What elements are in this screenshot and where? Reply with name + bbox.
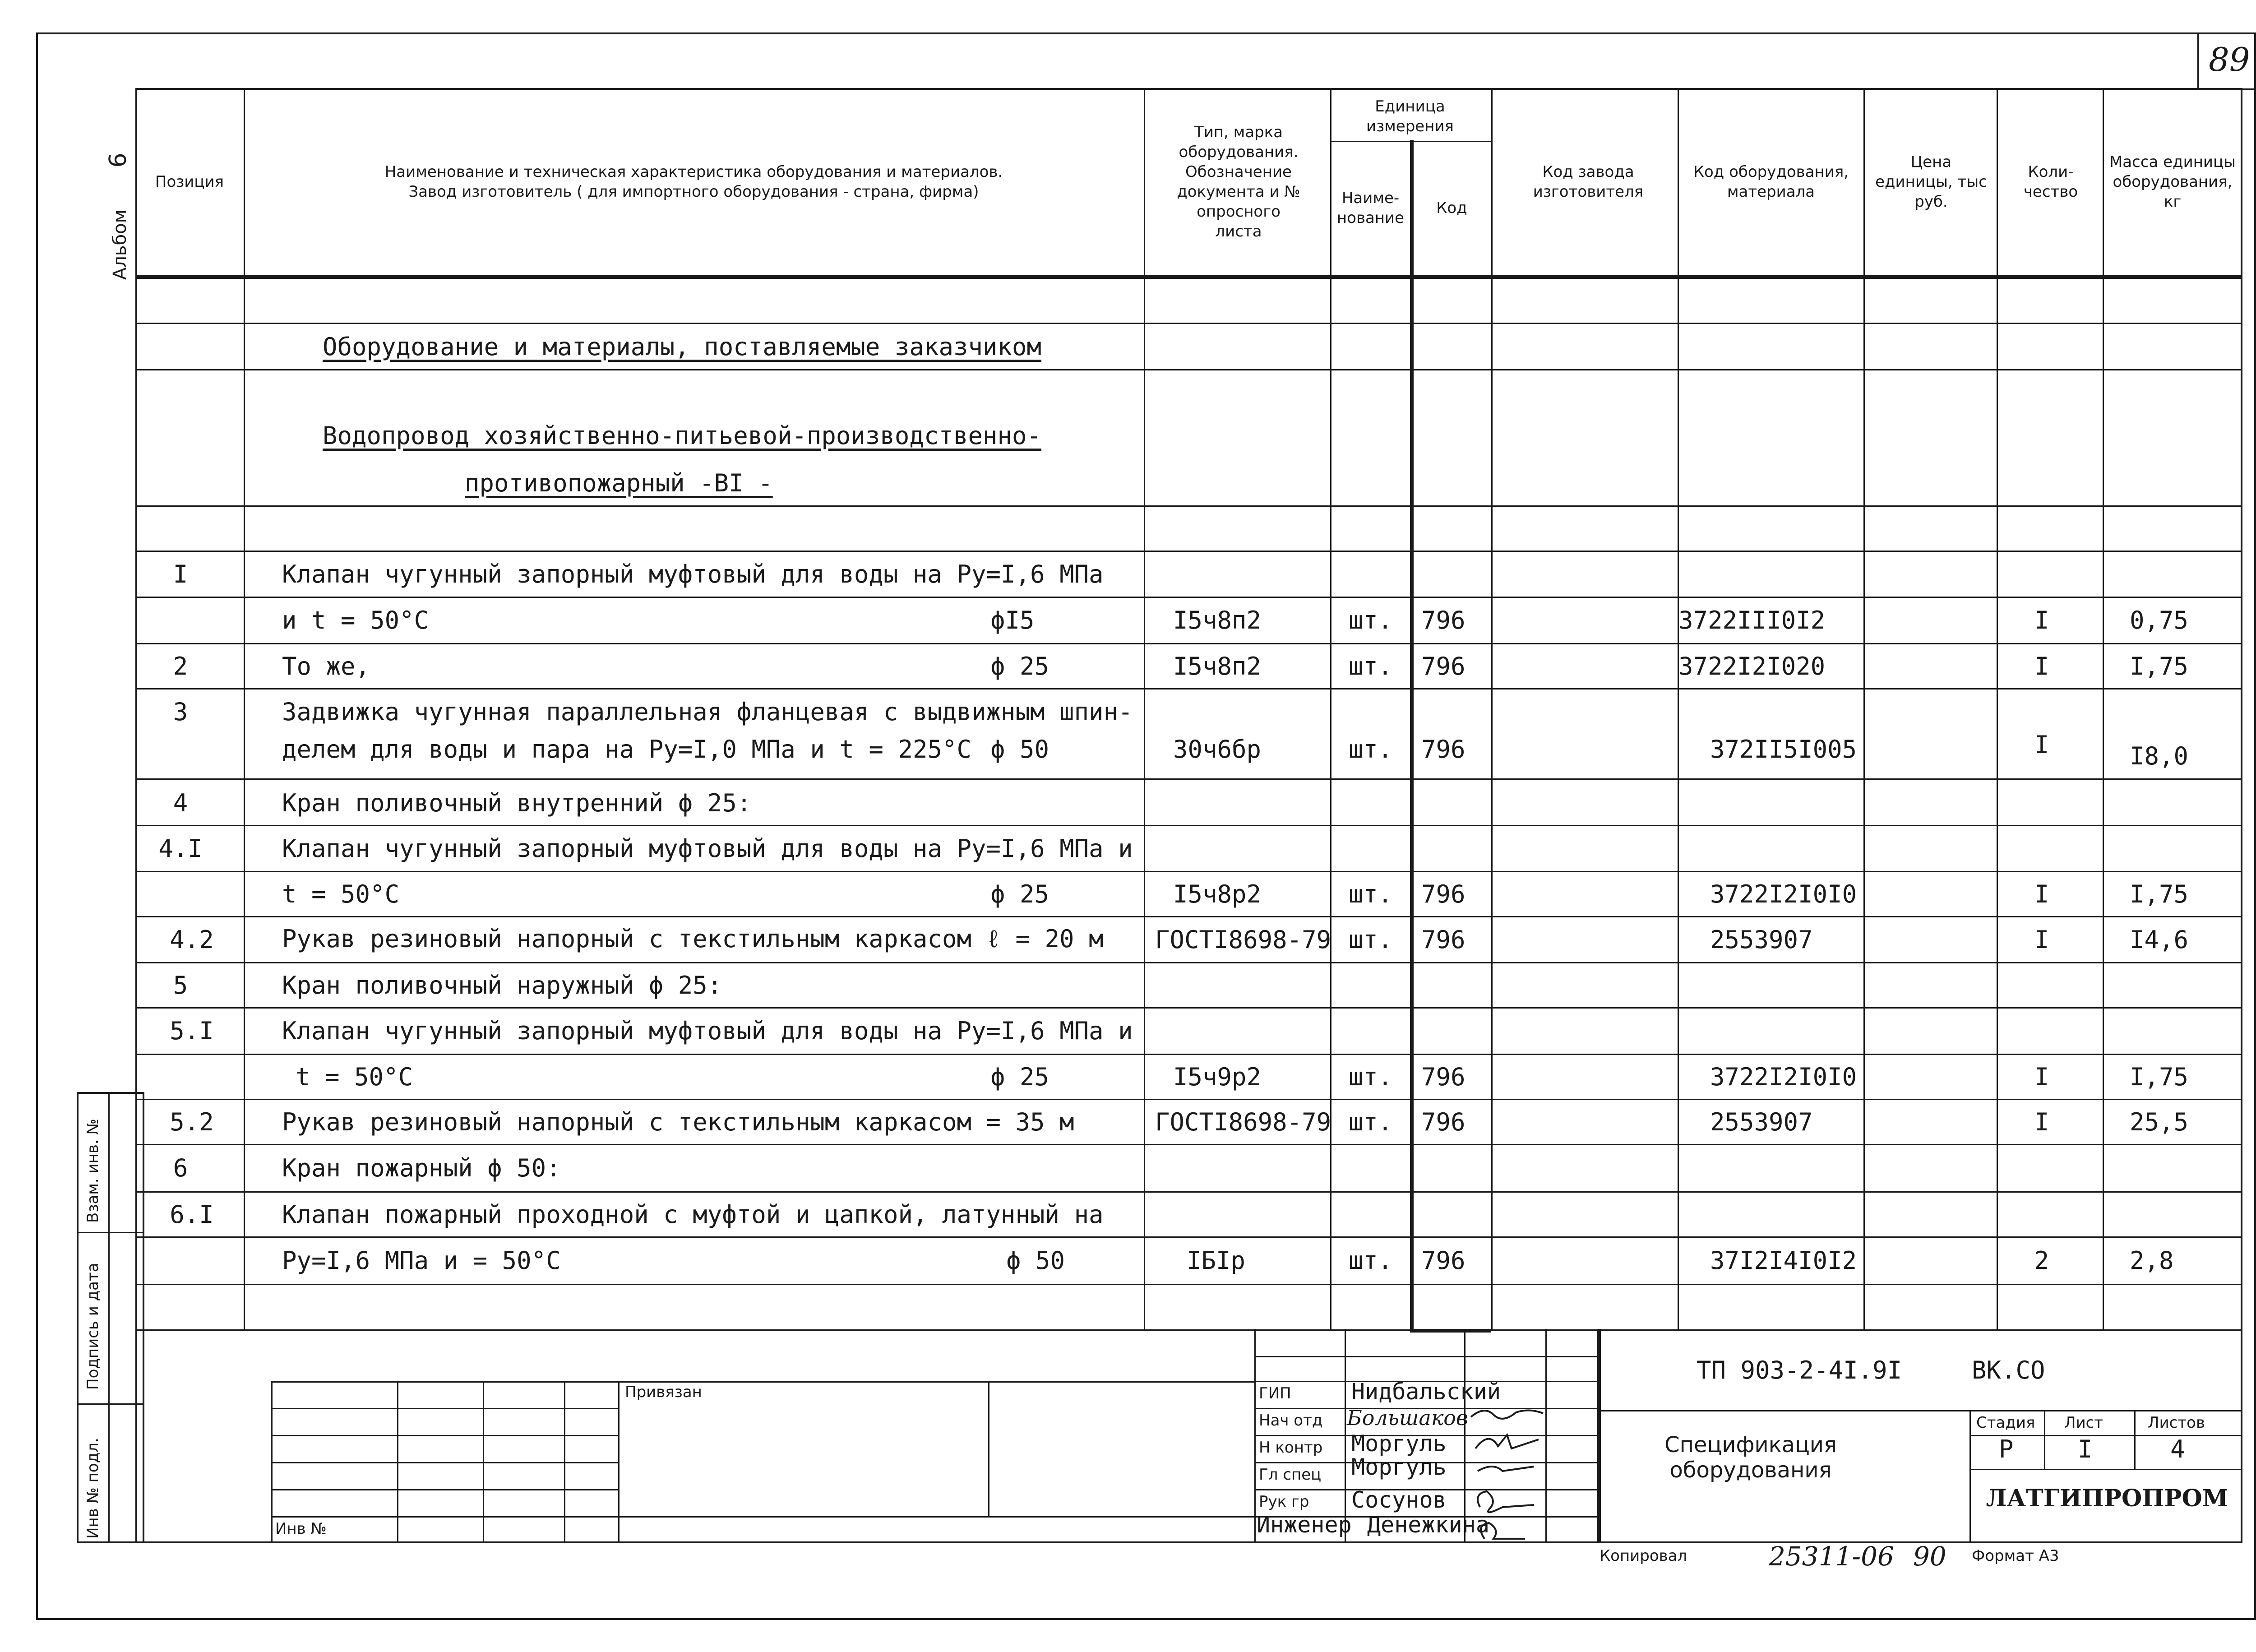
row-name: t = 50°С — [282, 879, 400, 908]
row-line — [135, 505, 2242, 507]
footer-number2: 90 — [1913, 1541, 1946, 1572]
row-quantity: I — [2034, 925, 2049, 954]
row-name: Ру=I,6 МПа и = 50°С — [282, 1246, 561, 1275]
row-unit: шт. — [1348, 879, 1393, 908]
name-engineer: Денежкина — [1367, 1512, 1489, 1538]
album-number: 6 — [105, 153, 132, 168]
doc-mark: ВК.СО — [1972, 1356, 2045, 1384]
row-name: t = 50°С — [296, 1062, 413, 1091]
album-label-text: Альбом — [110, 209, 130, 280]
section-customer-supplied: Оборудование и материалы, поставляемые заказчиком — [323, 332, 1042, 361]
row-name: делем для воды и пара на Ру=I,0 МПа и t = 225°С — [282, 735, 972, 764]
row-equipment-code: 2553907 — [1710, 925, 1813, 954]
org-name: ЛАТГИПРОПРОМ — [1986, 1485, 2228, 1512]
row-position: 5.2 — [170, 1107, 214, 1136]
row-type: ГОСТI8698-79 — [1155, 1107, 1331, 1136]
row-diameter: ϕ 25 — [990, 652, 1049, 680]
album-label — [105, 153, 132, 280]
row-name: Кран поливочный наружный ϕ 25: — [282, 971, 722, 1000]
role-engineer: Инженер — [1257, 1512, 1352, 1538]
attached-line — [271, 1516, 1254, 1518]
header-factory-code: Код завода изготовителя — [1533, 162, 1644, 201]
sheets-label: Листов — [2148, 1414, 2205, 1432]
side-sign-date: Подпись и дата — [84, 1263, 102, 1390]
row-position: 3 — [173, 697, 188, 726]
attached-line — [271, 1489, 618, 1490]
row-position: 6 — [173, 1154, 188, 1182]
header-name — [244, 88, 1144, 275]
attached-line — [271, 1462, 618, 1463]
role-gip: ГИП — [1259, 1384, 1291, 1402]
row-unit: шт. — [1348, 1246, 1393, 1275]
sig-line — [1254, 1356, 1597, 1357]
header-unit-group: Единица измерения — [1366, 97, 1454, 135]
row-mass: 0,75 — [2130, 606, 2189, 634]
footer-number: 25311-06 — [1769, 1541, 1894, 1572]
row-type: I5ч8п2 — [1173, 606, 1262, 634]
format-label: Формат А3 — [1972, 1547, 2059, 1565]
row-mass: I,75 — [2130, 1062, 2189, 1091]
row-quantity: I — [2034, 652, 2049, 680]
sheet-value: I — [2078, 1435, 2093, 1463]
row-equipment-code: 3722I2I020 — [1678, 652, 1826, 680]
name-group-lead: Сосунов — [1351, 1487, 1447, 1513]
row-mass: I4,6 — [2130, 925, 2189, 954]
role-norm-control: Н контр — [1259, 1439, 1323, 1457]
sheets-value: 4 — [2170, 1435, 2185, 1463]
header-mass: Масса единицы оборудования, кг — [2109, 153, 2236, 211]
side-stamp-line — [108, 1092, 110, 1543]
row-position: 2 — [173, 652, 188, 680]
row-code: 796 — [1421, 606, 1465, 634]
row-mass: I,75 — [2130, 652, 2189, 680]
header-unit-code: Код — [1436, 199, 1467, 217]
name-chief-spec: Моргуль — [1351, 1454, 1447, 1480]
name-norm-control: Моргуль — [1351, 1430, 1447, 1457]
header-unit-name: Наиме- нование — [1336, 189, 1405, 227]
row-unit: шт. — [1348, 652, 1393, 680]
row-name: Рукав резиновый напорный с текстильным каркасом = 35 м — [282, 1107, 1074, 1136]
header-price: Цена единицы, тыс руб. — [1875, 153, 1987, 211]
signature-mark — [1471, 1410, 1543, 1418]
row-name: Клапан пожарный проходной с муфтой и цапкой, латунный на — [282, 1200, 1104, 1229]
row-type: ГОСТI8698-79 — [1155, 925, 1331, 954]
row-diameter: ϕ 25 — [990, 1062, 1049, 1091]
stage-label: Стадия — [1976, 1414, 2035, 1432]
row-position: 6.I — [170, 1200, 214, 1229]
header-position: Позиция — [155, 172, 224, 191]
row-equipment-code: 3722I2I0I0 — [1710, 879, 1857, 908]
row-code: 796 — [1421, 1246, 1465, 1275]
stage-value: Р — [1999, 1435, 2014, 1463]
row-mass: 2,8 — [2130, 1246, 2174, 1275]
row-quantity: I — [2034, 879, 2049, 908]
row-type: I5ч8п2 — [1173, 652, 1262, 680]
name-gip: Нидбальский — [1351, 1379, 1501, 1405]
header-name-line2: Завод изготовитель ( для импортного оборудования - страна, фирма) — [408, 182, 979, 201]
header-bottom-line — [135, 275, 2242, 279]
row-equipment-code: 3722III0I2 — [1678, 606, 1826, 634]
row-equipment-code: 37I2I4I0I2 — [1710, 1246, 1857, 1275]
row-line — [135, 1284, 2242, 1285]
row-quantity: I — [2034, 606, 2049, 634]
signatures-svg — [1466, 1403, 1548, 1543]
signature-mark — [1475, 1435, 1539, 1448]
attached-line — [988, 1381, 989, 1516]
row-diameter: ϕI5 — [990, 606, 1035, 634]
row-position: 5 — [173, 971, 188, 1000]
row-name: Кран поливочный внутренний ϕ 25: — [282, 788, 752, 817]
row-position: 5.I — [170, 1016, 214, 1045]
row-name: То же, — [282, 652, 370, 680]
side-stamp-line — [77, 1403, 144, 1405]
row-quantity: I — [2034, 1107, 2049, 1136]
row-unit: шт. — [1348, 925, 1393, 954]
title-line — [1969, 1410, 1971, 1543]
section-water-line1: Водопровод хозяйственно-питьевой-производственно- — [323, 421, 1042, 450]
doc-title: Спецификация оборудования — [1664, 1432, 1837, 1483]
title-line — [1969, 1469, 2242, 1470]
side-stamp-line — [77, 1232, 144, 1233]
side-replace: Взам. инв. № — [84, 1119, 102, 1223]
row-mass: 25,5 — [2130, 1107, 2189, 1136]
title-line — [1597, 1410, 2242, 1411]
side-inv-orig: Инв № подл. — [84, 1438, 102, 1539]
row-name: Клапан чугунный запорный муфтовый для воды на Ру=I,6 МПа и — [282, 834, 1133, 863]
row-type: I5ч8р2 — [1173, 879, 1262, 908]
row-code: 796 — [1421, 925, 1465, 954]
row-mass: I8,0 — [2130, 741, 2189, 770]
title-line — [2134, 1410, 2136, 1469]
header-type: Тип, марка оборудования. Обозначение документа и № опросного листа — [1177, 123, 1300, 241]
row-quantity: I — [2034, 730, 2049, 759]
row-equipment-code: 3722I2I0I0 — [1710, 1062, 1857, 1091]
row-type: 30ч6бр — [1173, 735, 1262, 764]
row-name: Клапан чугунный запорный муфтовый для воды на Ру=I,6 МПа и — [282, 1016, 1133, 1045]
attached-label: Привязан — [625, 1383, 702, 1401]
row-position: 4.2 — [170, 925, 214, 954]
title-line — [2044, 1410, 2045, 1469]
attached-line — [271, 1435, 618, 1436]
row-name: Кран пожарный ϕ 50: — [282, 1154, 561, 1182]
row-position: 4 — [173, 788, 188, 817]
row-unit: шт. — [1348, 1107, 1393, 1136]
row-type: IБIр — [1187, 1246, 1246, 1275]
row-unit: шт. — [1348, 606, 1393, 634]
section-water-line2: противопожарный -ВI - — [465, 468, 773, 497]
row-type: I5ч9р2 — [1173, 1062, 1262, 1091]
row-quantity: 2 — [2034, 1246, 2049, 1275]
header-equipment-code: Код оборудования, материала — [1693, 162, 1849, 201]
name-head-dept: Большаков — [1347, 1406, 1468, 1430]
row-name: Клапан чугунный запорный муфтовый для воды на Ру=I,6 МПа — [282, 560, 1104, 588]
header-name-line1: Наименование и техническая характеристика оборудования и материалов. — [384, 162, 1003, 181]
row-position: 4.I — [158, 834, 203, 863]
role-group-lead: Рук гр — [1259, 1493, 1309, 1511]
row-code: 796 — [1421, 735, 1465, 764]
row-code: 796 — [1421, 879, 1465, 908]
role-head-dept: Нач отд — [1259, 1411, 1323, 1430]
row-mass: I,75 — [2130, 879, 2189, 908]
row-code: 796 — [1421, 1062, 1465, 1091]
row-line — [135, 778, 2242, 780]
attached-line — [618, 1381, 619, 1543]
row-equipment-code: 2553907 — [1710, 1107, 1813, 1136]
attached-line — [271, 1408, 618, 1409]
row-line — [135, 369, 2242, 370]
doc-code: ТП 903-2-4I.9I — [1697, 1356, 1902, 1384]
sig-line — [1597, 1329, 1601, 1543]
col-line — [1410, 140, 1414, 1331]
row-diameter: ϕ 50 — [1006, 1246, 1065, 1275]
row-code: 796 — [1421, 652, 1465, 680]
inv-no-label: Инв № — [275, 1520, 327, 1538]
sheet-label: Лист — [2064, 1414, 2103, 1432]
signature-mark — [1478, 1491, 1534, 1512]
row-quantity: I — [2034, 1062, 2049, 1091]
row-unit: шт. — [1348, 1062, 1393, 1091]
signature-mark — [1478, 1467, 1534, 1471]
role-chief-spec: Гл спец — [1259, 1466, 1322, 1484]
row-code: 796 — [1421, 1107, 1465, 1136]
sheet-number: 89 — [2209, 41, 2250, 79]
header-quantity: Коли- чество — [2023, 162, 2078, 201]
row-unit: шт. — [1348, 735, 1393, 764]
row-equipment-code: 372II5I005 — [1710, 735, 1857, 764]
row-name: Задвижка чугунная параллельная фланцевая с выдвижным шпин- — [282, 697, 1133, 726]
row-name: и t = 50°С — [282, 606, 429, 634]
copied-label: Копировал — [1600, 1547, 1687, 1565]
row-diameter: ϕ 25 — [990, 879, 1049, 908]
row-diameter: ϕ 50 — [990, 735, 1049, 764]
signature-mark — [1481, 1523, 1525, 1539]
row-name: Рукав резиновый напорный с текстильным каркасом ℓ = 20 м — [282, 924, 1104, 953]
row-position: I — [173, 560, 188, 588]
